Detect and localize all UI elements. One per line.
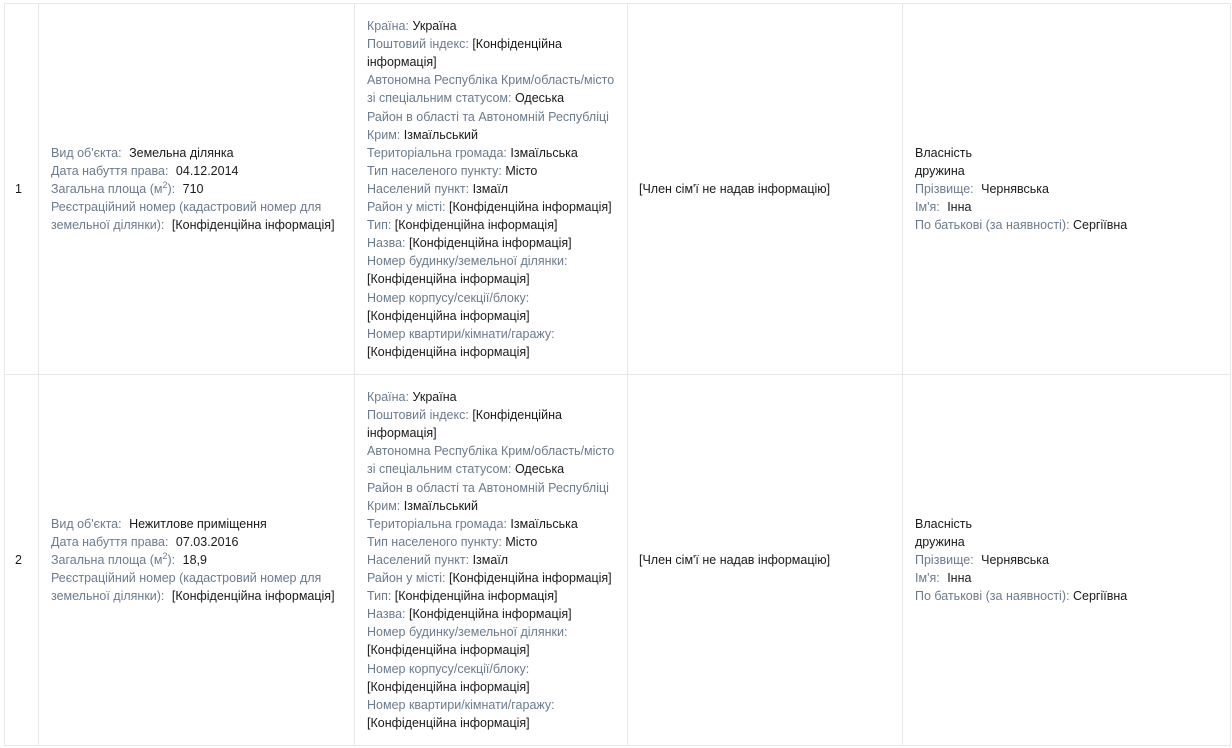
acquisition-date-value: 04.12.2014 bbox=[175, 163, 239, 178]
owner-cell bbox=[903, 4, 1231, 374]
patronymic-value: Сергіївна bbox=[1072, 589, 1128, 604]
address-cell bbox=[355, 375, 628, 745]
object-info bbox=[51, 515, 342, 605]
settlement-value: Ізмаїл bbox=[472, 552, 509, 567]
region-value: Одеська bbox=[514, 462, 565, 477]
city-district-value: [Конфіденційна інформація] bbox=[449, 571, 612, 586]
postal-code-value: [Конфіденційна інформація] bbox=[367, 408, 562, 441]
row-number: 1 bbox=[15, 182, 22, 196]
country-label: Країна: bbox=[367, 19, 409, 34]
surname-label: Прізвище: bbox=[915, 181, 974, 196]
street-name-label: Назва: bbox=[367, 607, 406, 622]
owner-info bbox=[915, 515, 1127, 605]
patronymic-label: По батькові (за наявності): bbox=[915, 589, 1070, 604]
street-type-label: Тип: bbox=[367, 218, 392, 233]
surname-label: Прізвище: bbox=[915, 552, 974, 567]
surname-value: Чернявська bbox=[981, 552, 1049, 567]
postal-code-value: [Конфіденційна інформація] bbox=[367, 37, 562, 70]
building-block-label: Номер корпусу/секції/блоку: bbox=[367, 661, 530, 676]
family-member-note: [Член сім'ї не надав інформацію] bbox=[639, 182, 831, 196]
family-member-note: [Член сім'ї не надав інформацію] bbox=[639, 553, 831, 567]
patronymic-label: По батькові (за наявності): bbox=[915, 218, 1070, 233]
owner-relation: дружина bbox=[915, 163, 965, 178]
object-type-label: Вид об'єкта: bbox=[51, 516, 122, 531]
area-value: 710 bbox=[182, 181, 204, 196]
first-name-label: Ім'я: bbox=[915, 571, 940, 586]
region-value: Одеська bbox=[514, 91, 565, 106]
house-number-label: Номер будинку/земельної ділянки: bbox=[367, 625, 568, 640]
community-label: Територіальна громада: bbox=[367, 145, 507, 160]
family-member-cell bbox=[628, 4, 903, 374]
registration-number-value: [Конфіденційна інформація] bbox=[171, 218, 335, 233]
ownership-right: Власність bbox=[915, 516, 973, 531]
owner-relation: дружина bbox=[915, 534, 965, 549]
acquisition-date-label: Дата набуття права: bbox=[51, 534, 169, 549]
surname-value: Чернявська bbox=[981, 181, 1049, 196]
object-type-value: Нежитлове приміщення bbox=[129, 516, 267, 531]
postal-code-label: Поштовий індекс: bbox=[367, 408, 469, 423]
first-name-label: Ім'я: bbox=[915, 200, 940, 215]
registration-number-value: [Конфіденційна інформація] bbox=[171, 589, 335, 604]
city-district-label: Район у місті: bbox=[367, 571, 446, 586]
registration-number-label: Реєстраційний номер (кадастровий номер для земельної ділянки): bbox=[51, 571, 322, 604]
apartment-label: Номер квартири/кімнати/гаражу: bbox=[367, 326, 555, 341]
registration-number-label: Реєстраційний номер (кадастровий номер для земельної ділянки): bbox=[51, 200, 322, 233]
street-name-value: [Конфіденційна інформація] bbox=[408, 236, 572, 251]
table-row bbox=[4, 4, 1231, 375]
apartment-value: [Конфіденційна інформація] bbox=[367, 344, 530, 359]
object-type-label: Вид об'єкта: bbox=[51, 145, 122, 160]
owner-info bbox=[915, 144, 1127, 234]
building-block-value: [Конфіденційна інформація] bbox=[367, 679, 530, 694]
settlement-label: Населений пункт: bbox=[367, 552, 470, 567]
country-label: Країна: bbox=[367, 390, 409, 405]
first-name-value: Інна bbox=[947, 571, 972, 586]
family-member-cell bbox=[628, 375, 903, 745]
object-cell bbox=[39, 375, 355, 745]
building-block-value: [Конфіденційна інформація] bbox=[367, 308, 530, 323]
district-value: Ізмаїльський bbox=[403, 498, 479, 513]
row-number: 2 bbox=[15, 553, 22, 567]
object-cell bbox=[39, 4, 355, 374]
street-name-value: [Конфіденційна інформація] bbox=[408, 607, 572, 622]
area-label: Загальна площа $(м^2)$: bbox=[51, 179, 176, 196]
settlement-type-value: Місто bbox=[505, 534, 538, 549]
postal-code-label: Поштовий індекс: bbox=[367, 37, 469, 52]
house-number-value: [Конфіденційна інформація] bbox=[367, 272, 530, 287]
apartment-label: Номер квартири/кімнати/гаражу: bbox=[367, 697, 555, 712]
street-type-label: Тип: bbox=[367, 589, 392, 604]
region-label: Автономна Республіка Крим/область/місто зі спеціальним статусом: bbox=[367, 444, 615, 477]
object-type-value: Земельна ділянка bbox=[129, 145, 234, 160]
city-district-label: Район у місті: bbox=[367, 200, 446, 215]
community-label: Територіальна громада: bbox=[367, 516, 507, 531]
settlement-value: Ізмаїл bbox=[472, 181, 509, 196]
country-value: Україна bbox=[412, 19, 457, 34]
city-district-value: [Конфіденційна інформація] bbox=[449, 200, 612, 215]
building-block-label: Номер корпусу/секції/блоку: bbox=[367, 290, 530, 305]
district-label: Район в області та Автономній Республіці Крим: bbox=[367, 109, 609, 142]
district-label: Район в області та Автономній Республіці Крим: bbox=[367, 480, 609, 513]
community-value: Ізмаїльська bbox=[510, 145, 578, 160]
area-value: 18,9 bbox=[182, 552, 207, 567]
owner-cell bbox=[903, 375, 1231, 745]
first-name-value: Інна bbox=[947, 200, 972, 215]
settlement-label: Населений пункт: bbox=[367, 181, 470, 196]
address-info bbox=[367, 388, 619, 732]
acquisition-date-label: Дата набуття права: bbox=[51, 163, 169, 178]
area-label: Загальна площа $(м^2)$: bbox=[51, 550, 176, 567]
object-info bbox=[51, 144, 342, 234]
district-value: Ізмаїльський bbox=[403, 127, 479, 142]
house-number-value: [Конфіденційна інформація] bbox=[367, 643, 530, 658]
community-value: Ізмаїльська bbox=[510, 516, 578, 531]
house-number-label: Номер будинку/земельної ділянки: bbox=[367, 254, 568, 269]
street-type-value: [Конфіденційна інформація] bbox=[394, 218, 558, 233]
acquisition-date-value: 07.03.2016 bbox=[175, 534, 239, 549]
ownership-right: Власність bbox=[915, 145, 973, 160]
settlement-type-label: Тип населеного пункту: bbox=[367, 163, 502, 178]
table-row bbox=[4, 375, 1231, 746]
apartment-value: [Конфіденційна інформація] bbox=[367, 715, 530, 730]
address-cell bbox=[355, 4, 628, 374]
street-type-value: [Конфіденційна інформація] bbox=[394, 589, 558, 604]
settlement-type-value: Місто bbox=[505, 163, 538, 178]
region-label: Автономна Республіка Крим/область/місто зі спеціальним статусом: bbox=[367, 73, 615, 106]
settlement-type-label: Тип населеного пункту: bbox=[367, 534, 502, 549]
property-table bbox=[4, 3, 1231, 730]
street-name-label: Назва: bbox=[367, 236, 406, 251]
country-value: Україна bbox=[412, 390, 457, 405]
row-number-cell bbox=[4, 375, 39, 745]
patronymic-value: Сергіївна bbox=[1072, 218, 1128, 233]
row-number-cell bbox=[4, 4, 39, 374]
address-info bbox=[367, 17, 619, 361]
